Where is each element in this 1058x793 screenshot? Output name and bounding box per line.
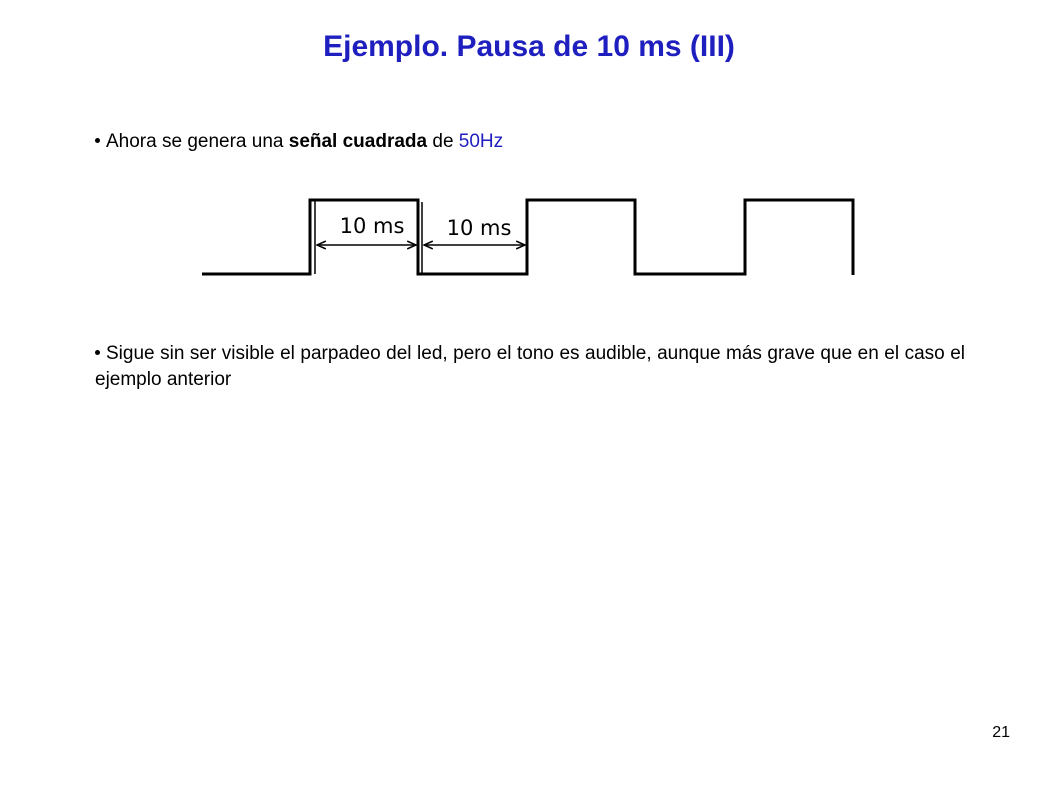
bullet-text-frequency: 50Hz: [458, 131, 504, 152]
bullet-text-middle: de: [427, 131, 459, 152]
bullet-text: Sigue sin ser visible el parpadeo del led, pero el tono es audible, aunque más grave que en el caso el ejemplo anterior: [95, 343, 965, 390]
bullet-marker: [95, 350, 100, 355]
slide-title: Ejemplo. Pausa de 10 ms (III): [323, 30, 735, 63]
bullet-text-prefix: Ahora se genera una: [106, 131, 289, 152]
bullet-text-bold: señal cuadrada: [288, 131, 428, 152]
bullet-marker: [95, 138, 100, 143]
square-wave-diagram: [200, 190, 860, 285]
bullet-item-conclusion: [95, 341, 965, 393]
page-number: 21: [992, 724, 1010, 741]
high-interval-label: 10 ms: [339, 214, 405, 238]
square-wave-signal: [202, 200, 853, 275]
bullet-item-signal: [95, 129, 503, 155]
low-interval-label: 10 ms: [446, 216, 512, 240]
